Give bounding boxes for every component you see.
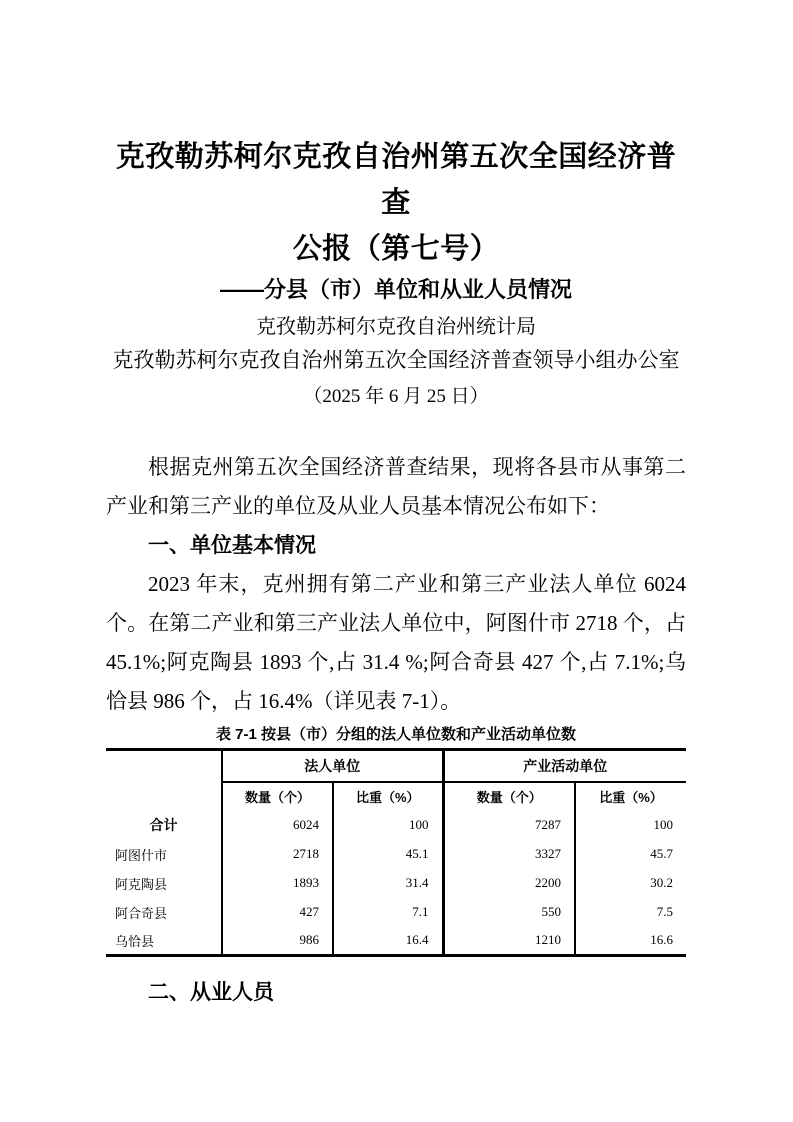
document-title [106,134,686,272]
units-by-county-table [106,748,686,957]
cell-value: 45.7 [650,846,673,861]
table-caption: 表 7-1 按县（市）分组的法人单位数和产业活动单位数 [215,726,577,743]
table-row-atushi [106,840,686,869]
row-label: 阿合奇县 [106,898,222,927]
cell-value: 31.4 [333,869,443,898]
col-header-proportion-2: 比重（%） [599,790,663,805]
table-row-total [106,811,686,840]
cell-value: 2718 [222,840,333,869]
cell-value: 7.1 [333,898,443,927]
col-header-quantity-1: 数量（个） [222,782,333,811]
cell-value: 7287 [443,811,575,840]
cell-value: 16.6 [650,932,673,948]
intro-paragraph: 根据克州第五次全国经济普查结果，现将各县市从事第二产业和第三产业的单位及从业人员基本情况公布如下： [106,455,686,518]
document-subtitle: ——分县（市）单位和从业人员情况 [219,277,572,302]
row-label: 阿克陶县 [106,869,222,898]
row-label-total: 合计 [106,811,222,840]
cell-value: 2200 [443,869,575,898]
cell-value: 7.5 [656,904,673,919]
row-label: 乌恰县 [106,927,222,956]
table-row-wuqia [106,927,686,956]
units-overview-paragraph: 2023 年末，克州拥有第二产业和第三产业法人单位 6024 个。在第二产业和第三产业法人单位中，阿图什市 2718 个，占 45.1%;阿克陶县 1893 个,占 31.4 %;阿合奇县 427 个,占 7.1%;乌恰县 986 个，占 16.4%（详见表 7-1）。 [106,572,686,713]
row-label: 阿图什市 [106,840,222,869]
col-header-quantity-2: 数量（个） [443,782,575,811]
document-title-line1: 克孜勒苏柯尔克孜自治州第五次全国经济普查 [115,141,677,219]
group-header-industrial-activity-units: 产业活动单位 [443,750,686,782]
section-heading-1: 一、单位基本情况 [148,534,316,557]
cell-value: 427 [222,898,333,927]
table-group-header-row [106,750,686,782]
cell-value: 1210 [443,927,575,956]
col-header-proportion-1: 比重（%） [333,782,443,811]
cell-value: 30.2 [650,875,673,890]
table-row-aketao [106,869,686,898]
publish-date: （2025 年 6 月 25 日） [303,386,489,407]
cell-value: 45.1 [333,840,443,869]
cell-value: 16.4 [333,927,443,956]
cell-value: 100 [653,817,673,832]
document-title-line2: 公报（第七号） [292,233,500,265]
cell-value: 6024 [222,811,333,840]
cell-value: 986 [222,927,333,956]
table-corner-cell [106,750,222,811]
issuing-org-statistics-bureau: 克孜勒苏柯尔克孜自治州统计局 [256,316,536,338]
cell-value: 100 [333,811,443,840]
section-heading-2: 二、从业人员 [148,981,274,1004]
issuing-org-census-leading-group: 克孜勒苏柯尔克孜自治州第五次全国经济普查领导小组办公室 [112,348,680,372]
table-row-aheqi [106,898,686,927]
group-header-legal-entities: 法人单位 [222,750,443,782]
cell-value: 3327 [443,840,575,869]
cell-value: 550 [443,898,575,927]
cell-value: 1893 [222,869,333,898]
